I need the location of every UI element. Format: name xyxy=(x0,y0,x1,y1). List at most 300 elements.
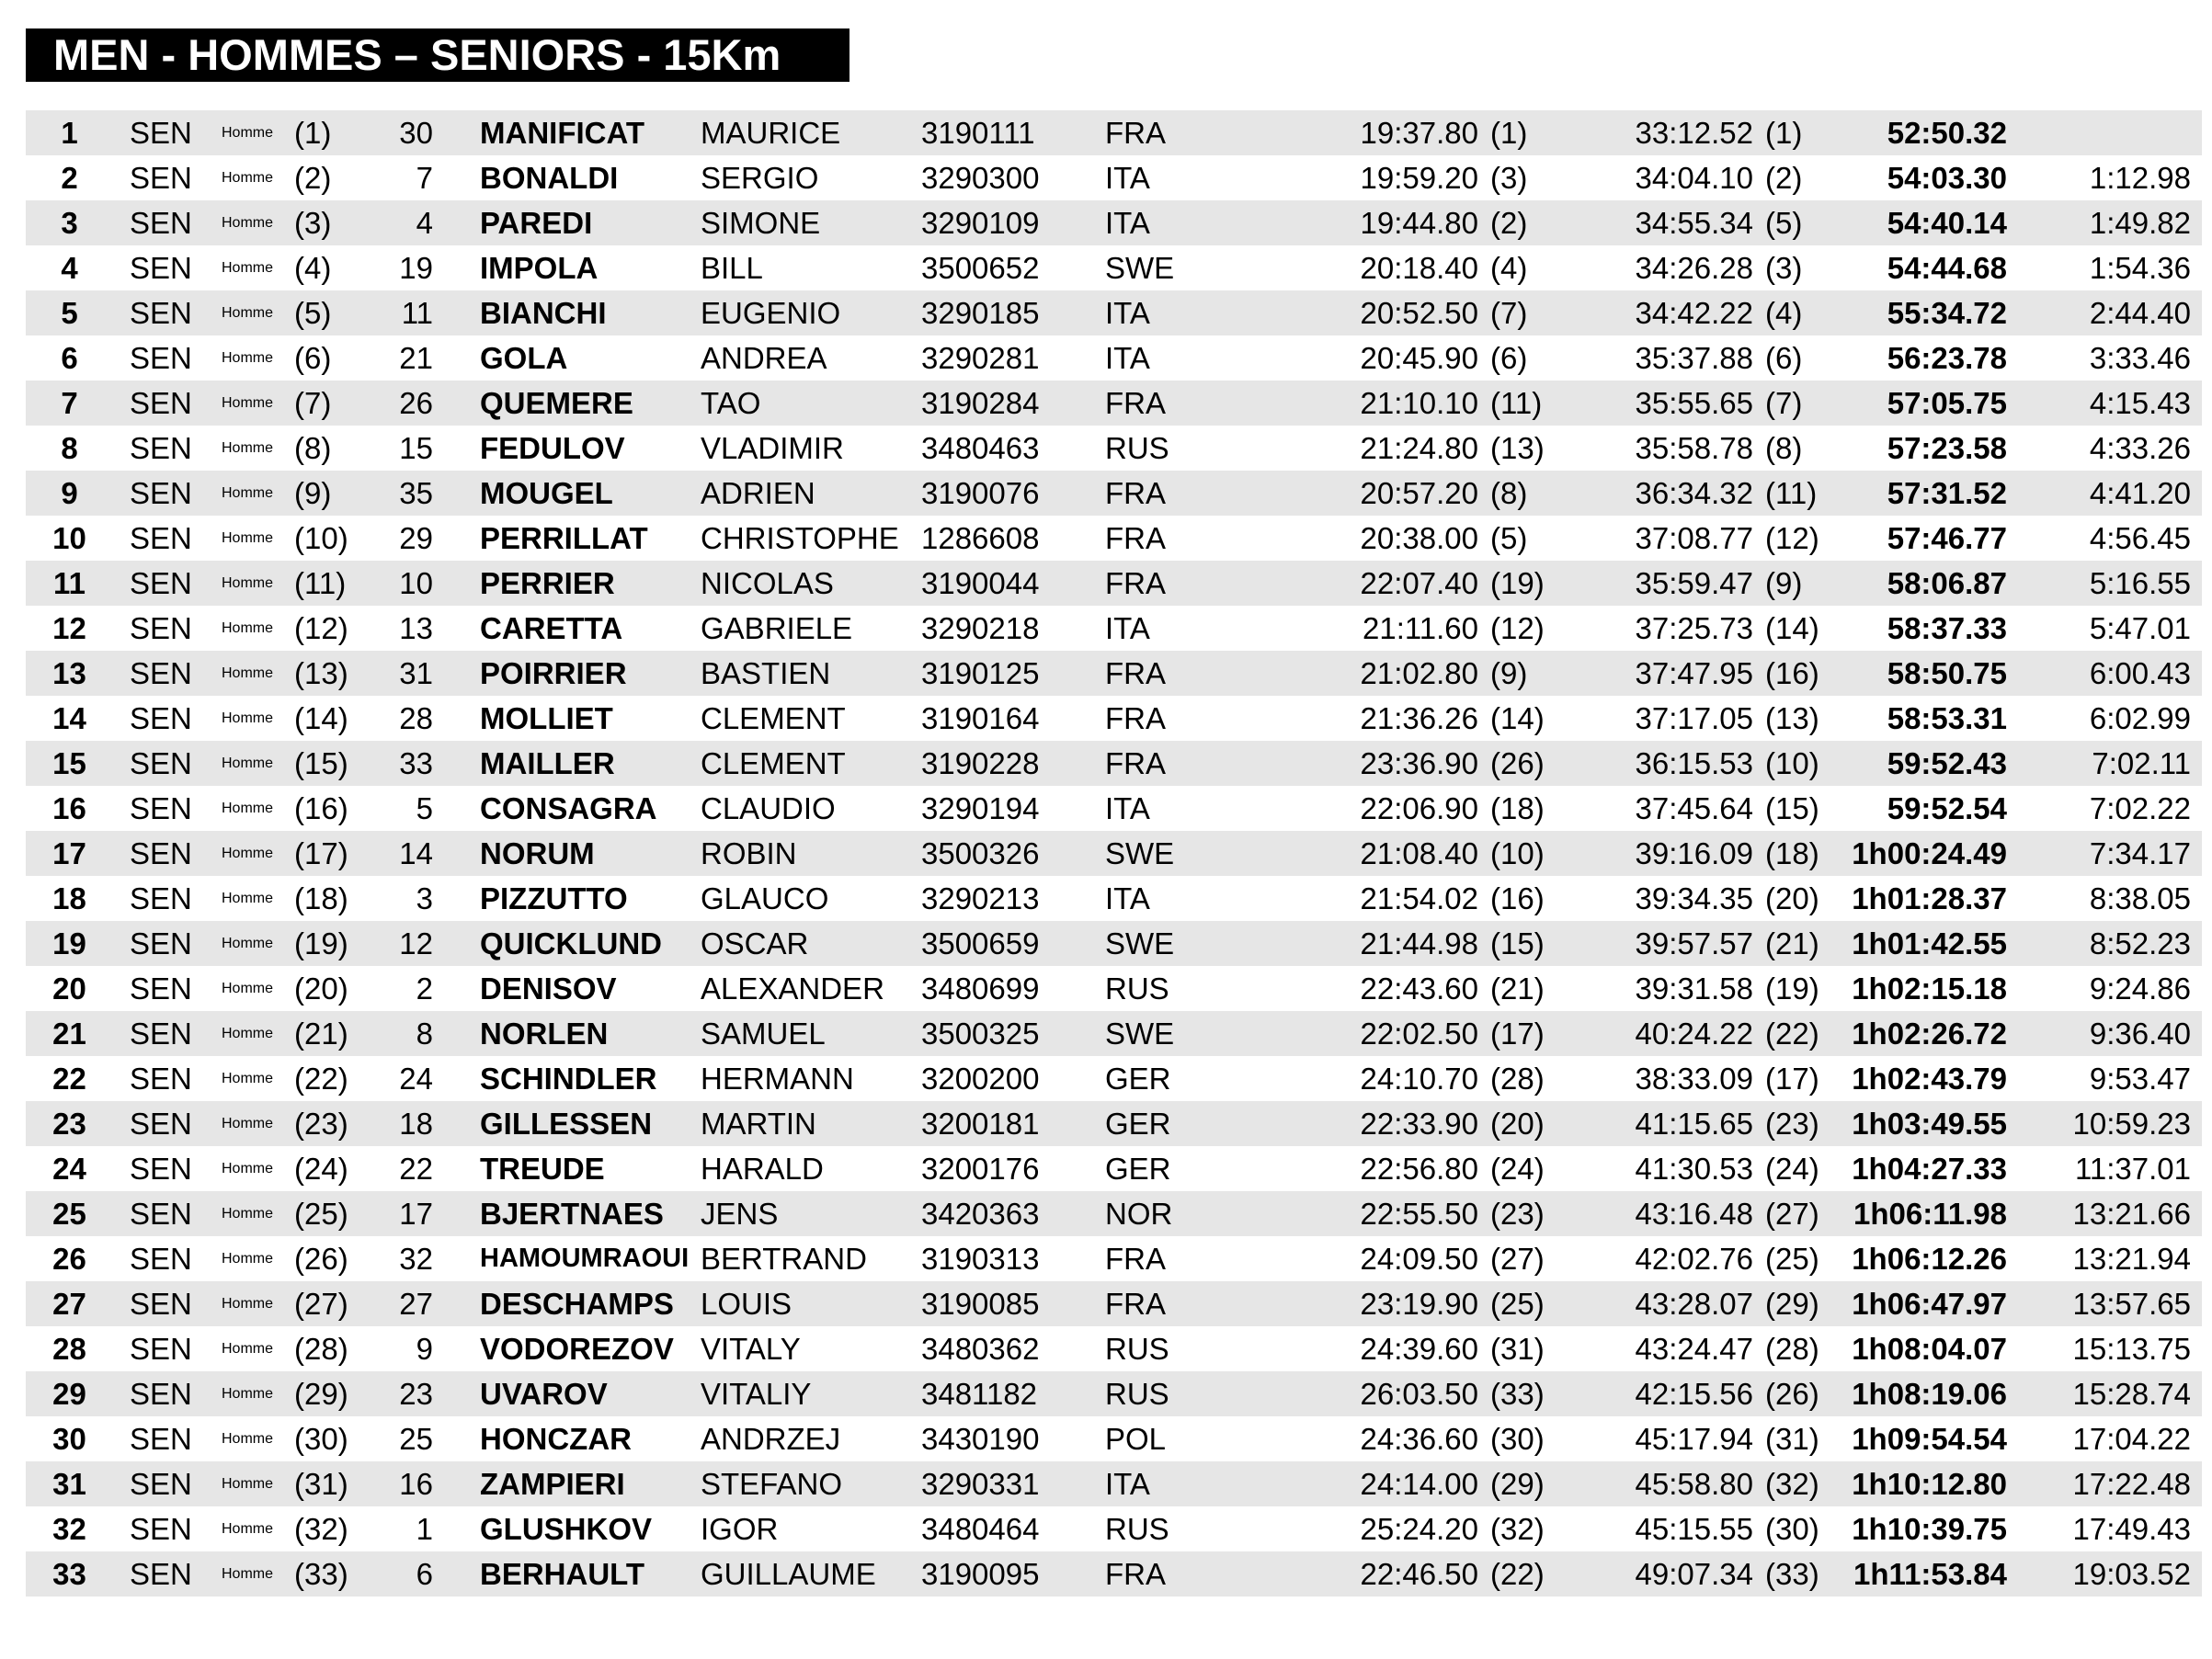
split2-time: 37:47.95 xyxy=(1635,656,1753,690)
split2-time: 36:15.53 xyxy=(1635,746,1753,780)
time-gap: 1:54.36 xyxy=(2089,251,2191,285)
split1-rank: (26) xyxy=(1490,746,1545,780)
sex-label: Homme xyxy=(222,891,274,906)
nation: FRA xyxy=(1105,476,1166,510)
split2-time: 43:16.48 xyxy=(1635,1197,1753,1231)
last-name: PAREDI xyxy=(480,206,593,240)
category: SEN xyxy=(130,836,192,870)
nation: RUS xyxy=(1105,1332,1169,1366)
bib-number: 35 xyxy=(399,476,433,510)
overall-rank: 11 xyxy=(53,566,86,600)
fis-code: 3480699 xyxy=(921,972,1040,1006)
bib-number: 10 xyxy=(399,566,433,600)
overall-rank: 33 xyxy=(52,1557,86,1591)
table-row xyxy=(26,290,2202,335)
first-name: HERMANN xyxy=(701,1062,854,1096)
split2-time: 37:45.64 xyxy=(1635,791,1753,825)
category: SEN xyxy=(130,791,192,825)
first-name: VLADIMIR xyxy=(701,431,844,465)
split1-rank: (6) xyxy=(1490,341,1528,375)
category-rank: (31) xyxy=(294,1467,348,1501)
table-row xyxy=(26,200,2202,245)
page-title: MEN - HOMMES – SENIORS - 15Km xyxy=(26,28,849,82)
fis-code: 3290281 xyxy=(921,341,1040,375)
first-name: MARTIN xyxy=(701,1107,816,1141)
overall-rank: 31 xyxy=(52,1467,86,1501)
overall-rank: 9 xyxy=(61,476,78,510)
category: SEN xyxy=(130,386,192,420)
table-row xyxy=(26,921,2202,966)
split1-time: 22:43.60 xyxy=(1360,972,1478,1006)
final-time: 58:06.87 xyxy=(1887,566,2007,600)
time-gap: 5:16.55 xyxy=(2089,566,2191,600)
category-rank: (3) xyxy=(294,206,332,240)
overall-rank: 12 xyxy=(52,611,86,645)
nation: ITA xyxy=(1105,611,1150,645)
split1-rank: (25) xyxy=(1490,1287,1545,1321)
fis-code: 3190085 xyxy=(921,1287,1040,1321)
split2-time: 34:26.28 xyxy=(1635,251,1753,285)
split2-rank: (3) xyxy=(1765,251,1803,285)
last-name: VODOREZOV xyxy=(480,1332,674,1366)
split1-time: 25:24.20 xyxy=(1360,1512,1478,1546)
sex-label: Homme xyxy=(222,756,274,771)
final-time: 1h08:19.06 xyxy=(1852,1377,2007,1411)
nation: SWE xyxy=(1105,251,1175,285)
final-time: 58:53.31 xyxy=(1887,701,2007,735)
first-name: ANDREA xyxy=(701,341,827,375)
final-time: 1h00:24.49 xyxy=(1852,836,2007,870)
nation: ITA xyxy=(1105,206,1150,240)
category: SEN xyxy=(130,341,192,375)
category-rank: (1) xyxy=(294,116,332,150)
last-name: BIANCHI xyxy=(480,296,607,330)
split1-time: 22:33.90 xyxy=(1360,1107,1478,1141)
time-gap: 13:21.66 xyxy=(2072,1197,2191,1231)
time-gap: 11:37.01 xyxy=(2074,1152,2191,1186)
category: SEN xyxy=(130,1377,192,1411)
time-gap: 13:21.94 xyxy=(2072,1242,2191,1276)
last-name: IMPOLA xyxy=(480,251,599,285)
sex-label: Homme xyxy=(222,620,274,636)
sex-label: Homme xyxy=(222,1116,274,1131)
time-gap: 7:02.22 xyxy=(2089,791,2191,825)
final-time: 57:31.52 xyxy=(1887,476,2007,510)
time-gap: 13:57.65 xyxy=(2072,1287,2191,1321)
fis-code: 3290109 xyxy=(921,206,1040,240)
nation: FRA xyxy=(1105,701,1166,735)
split2-rank: (28) xyxy=(1765,1332,1819,1366)
bib-number: 14 xyxy=(399,836,433,870)
final-time: 59:52.43 xyxy=(1887,746,2007,780)
category: SEN xyxy=(130,1197,192,1231)
split1-time: 19:37.80 xyxy=(1360,116,1478,150)
split1-time: 20:52.50 xyxy=(1360,296,1478,330)
sex-label: Homme xyxy=(222,575,274,591)
first-name: JENS xyxy=(701,1197,779,1231)
first-name: STEFANO xyxy=(701,1467,843,1501)
bib-number: 7 xyxy=(416,161,433,195)
split2-time: 40:24.22 xyxy=(1635,1017,1753,1051)
overall-rank: 17 xyxy=(52,836,86,870)
nation: ITA xyxy=(1105,791,1150,825)
bib-number: 32 xyxy=(399,1242,433,1276)
nation: FRA xyxy=(1105,1557,1166,1591)
split1-rank: (9) xyxy=(1490,656,1528,690)
overall-rank: 21 xyxy=(52,1017,86,1051)
sex-label: Homme xyxy=(222,846,274,861)
first-name: NICOLAS xyxy=(701,566,834,600)
table-row xyxy=(26,1371,2202,1416)
category: SEN xyxy=(130,476,192,510)
time-gap: 1:12.98 xyxy=(2089,161,2191,195)
table-row xyxy=(26,1191,2202,1236)
split1-rank: (33) xyxy=(1490,1377,1545,1411)
split1-time: 20:57.20 xyxy=(1360,476,1478,510)
table-row xyxy=(26,831,2202,876)
split2-rank: (1) xyxy=(1765,116,1803,150)
category: SEN xyxy=(130,656,192,690)
table-row xyxy=(26,245,2202,290)
bib-number: 21 xyxy=(399,341,433,375)
sex-label: Homme xyxy=(222,710,274,726)
time-gap: 4:56.45 xyxy=(2089,521,2191,555)
final-time: 57:05.75 xyxy=(1887,386,2007,420)
split2-rank: (25) xyxy=(1765,1242,1819,1276)
first-name: ROBIN xyxy=(701,836,797,870)
split1-rank: (17) xyxy=(1490,1017,1545,1051)
bib-number: 4 xyxy=(416,206,433,240)
bib-number: 33 xyxy=(399,746,433,780)
time-gap: 10:59.23 xyxy=(2072,1107,2191,1141)
first-name: MAURICE xyxy=(701,116,841,150)
split2-time: 45:58.80 xyxy=(1635,1467,1753,1501)
category: SEN xyxy=(130,1242,192,1276)
split2-rank: (6) xyxy=(1765,341,1803,375)
table-row xyxy=(26,876,2202,921)
time-gap: 7:34.17 xyxy=(2089,836,2191,870)
overall-rank: 3 xyxy=(61,206,78,240)
last-name: POIRRIER xyxy=(480,656,627,690)
final-time: 55:34.72 xyxy=(1887,296,2007,330)
overall-rank: 2 xyxy=(61,161,78,195)
sex-label: Homme xyxy=(222,260,274,276)
sex-label: Homme xyxy=(222,1026,274,1041)
split2-rank: (26) xyxy=(1765,1377,1819,1411)
last-name: NORLEN xyxy=(480,1017,609,1051)
fis-code: 1286608 xyxy=(921,521,1040,555)
table-row xyxy=(26,381,2202,426)
time-gap: 15:28.74 xyxy=(2072,1377,2191,1411)
overall-rank: 4 xyxy=(61,251,78,285)
split2-time: 41:30.53 xyxy=(1635,1152,1753,1186)
split1-rank: (15) xyxy=(1490,926,1545,960)
fis-code: 3190228 xyxy=(921,746,1040,780)
fis-code: 3290300 xyxy=(921,161,1040,195)
split2-time: 43:24.47 xyxy=(1635,1332,1753,1366)
final-time: 54:03.30 xyxy=(1887,161,2007,195)
last-name: GOLA xyxy=(480,341,568,375)
split1-time: 23:19.90 xyxy=(1360,1287,1478,1321)
fis-code: 3480463 xyxy=(921,431,1040,465)
split2-rank: (33) xyxy=(1765,1557,1819,1591)
split2-rank: (24) xyxy=(1765,1152,1819,1186)
first-name: CLAUDIO xyxy=(701,791,836,825)
nation: GER xyxy=(1105,1152,1171,1186)
last-name: QUICKLUND xyxy=(480,926,662,960)
split1-rank: (12) xyxy=(1490,611,1545,645)
fis-code: 3190044 xyxy=(921,566,1040,600)
split2-time: 34:42.22 xyxy=(1635,296,1753,330)
split2-rank: (16) xyxy=(1765,656,1819,690)
nation: FRA xyxy=(1105,656,1166,690)
category-rank: (30) xyxy=(294,1422,348,1456)
last-name: NORUM xyxy=(480,836,595,870)
bib-number: 28 xyxy=(399,701,433,735)
last-name: BONALDI xyxy=(480,161,619,195)
split1-time: 24:10.70 xyxy=(1360,1062,1478,1096)
category: SEN xyxy=(130,431,192,465)
category: SEN xyxy=(130,1107,192,1141)
time-gap: 19:03.52 xyxy=(2072,1557,2191,1591)
split2-rank: (29) xyxy=(1765,1287,1819,1321)
table-row xyxy=(26,1416,2202,1461)
category: SEN xyxy=(130,566,192,600)
nation: RUS xyxy=(1105,431,1169,465)
category-rank: (8) xyxy=(294,431,332,465)
last-name: QUEMERE xyxy=(480,386,633,420)
final-time: 54:40.14 xyxy=(1887,206,2007,240)
split2-time: 34:04.10 xyxy=(1635,161,1753,195)
category-rank: (19) xyxy=(294,926,348,960)
split2-time: 43:28.07 xyxy=(1635,1287,1753,1321)
split2-rank: (15) xyxy=(1765,791,1819,825)
last-name: MOUGEL xyxy=(480,476,613,510)
fis-code: 3190284 xyxy=(921,386,1040,420)
table-row xyxy=(26,516,2202,561)
split1-time: 23:36.90 xyxy=(1360,746,1478,780)
first-name: GLAUCO xyxy=(701,881,829,915)
bib-number: 17 xyxy=(399,1197,433,1231)
table-row xyxy=(26,426,2202,471)
category-rank: (16) xyxy=(294,791,348,825)
split1-rank: (5) xyxy=(1490,521,1528,555)
category: SEN xyxy=(130,1467,192,1501)
final-time: 58:37.33 xyxy=(1887,611,2007,645)
last-name: MANIFICAT xyxy=(480,116,645,150)
first-name: VITALY xyxy=(701,1332,801,1366)
split2-time: 41:15.65 xyxy=(1635,1107,1753,1141)
first-name: CLEMENT xyxy=(701,746,846,780)
category: SEN xyxy=(130,881,192,915)
category: SEN xyxy=(130,926,192,960)
nation: FRA xyxy=(1105,566,1166,600)
split1-time: 19:44.80 xyxy=(1360,206,1478,240)
time-gap: 15:13.75 xyxy=(2072,1332,2191,1366)
sex-label: Homme xyxy=(222,1071,274,1086)
time-gap: 3:33.46 xyxy=(2089,341,2191,375)
category: SEN xyxy=(130,746,192,780)
split1-rank: (7) xyxy=(1490,296,1528,330)
nation: GER xyxy=(1105,1062,1171,1096)
split2-rank: (23) xyxy=(1765,1107,1819,1141)
final-time: 1h01:42.55 xyxy=(1852,926,2007,960)
split1-rank: (4) xyxy=(1490,251,1528,285)
split2-time: 35:58.78 xyxy=(1635,431,1753,465)
nation: FRA xyxy=(1105,386,1166,420)
final-time: 1h09:54.54 xyxy=(1852,1422,2007,1456)
bib-number: 11 xyxy=(401,296,433,330)
category-rank: (10) xyxy=(294,521,348,555)
category: SEN xyxy=(130,1332,192,1366)
time-gap: 17:22.48 xyxy=(2072,1467,2191,1501)
bib-number: 3 xyxy=(416,881,433,915)
category-rank: (33) xyxy=(294,1557,348,1591)
nation: NOR xyxy=(1105,1197,1173,1231)
final-time: 59:52.54 xyxy=(1887,791,2007,825)
split1-rank: (32) xyxy=(1490,1512,1545,1546)
time-gap: 17:49.43 xyxy=(2072,1512,2191,1546)
first-name: GABRIELE xyxy=(701,611,853,645)
fis-code: 3190111 xyxy=(921,116,1035,150)
final-time: 1h08:04.07 xyxy=(1852,1332,2007,1366)
split2-time: 35:59.47 xyxy=(1635,566,1753,600)
time-gap: 17:04.22 xyxy=(2072,1422,2191,1456)
overall-rank: 20 xyxy=(52,972,86,1006)
time-gap: 5:47.01 xyxy=(2089,611,2191,645)
table-row xyxy=(26,966,2202,1011)
split2-time: 39:34.35 xyxy=(1635,881,1753,915)
category: SEN xyxy=(130,521,192,555)
category-rank: (15) xyxy=(294,746,348,780)
final-time: 1h11:53.84 xyxy=(1853,1557,2007,1591)
split2-rank: (21) xyxy=(1765,926,1819,960)
overall-rank: 25 xyxy=(52,1197,86,1231)
split1-time: 22:07.40 xyxy=(1360,566,1478,600)
sex-label: Homme xyxy=(222,1161,274,1176)
table-row xyxy=(26,1056,2202,1101)
sex-label: Homme xyxy=(222,1386,274,1402)
split2-rank: (13) xyxy=(1765,701,1819,735)
split2-rank: (7) xyxy=(1765,386,1803,420)
overall-rank: 1 xyxy=(61,116,78,150)
category-rank: (23) xyxy=(294,1107,348,1141)
bib-number: 27 xyxy=(399,1287,433,1321)
first-name: BASTIEN xyxy=(701,656,831,690)
split2-time: 35:37.88 xyxy=(1635,341,1753,375)
split1-rank: (13) xyxy=(1490,431,1545,465)
category: SEN xyxy=(130,701,192,735)
split2-time: 37:25.73 xyxy=(1635,611,1753,645)
sex-label: Homme xyxy=(222,1566,274,1582)
category: SEN xyxy=(130,206,192,240)
category: SEN xyxy=(130,1422,192,1456)
split1-rank: (29) xyxy=(1490,1467,1545,1501)
bib-number: 25 xyxy=(399,1422,433,1456)
fis-code: 3290185 xyxy=(921,296,1040,330)
table-row xyxy=(26,651,2202,696)
nation: SWE xyxy=(1105,1017,1175,1051)
overall-rank: 32 xyxy=(52,1512,86,1546)
last-name: CONSAGRA xyxy=(480,791,657,825)
nation: ITA xyxy=(1105,341,1150,375)
split2-time: 39:16.09 xyxy=(1635,836,1753,870)
category-rank: (22) xyxy=(294,1062,348,1096)
sex-label: Homme xyxy=(222,1251,274,1267)
overall-rank: 7 xyxy=(61,386,78,420)
overall-rank: 24 xyxy=(52,1152,86,1186)
time-gap: 8:38.05 xyxy=(2089,881,2191,915)
sex-label: Homme xyxy=(222,440,274,456)
split2-time: 35:55.65 xyxy=(1635,386,1753,420)
fis-code: 3290213 xyxy=(921,881,1040,915)
split1-time: 24:39.60 xyxy=(1360,1332,1478,1366)
overall-rank: 13 xyxy=(52,656,86,690)
split1-time: 26:03.50 xyxy=(1360,1377,1478,1411)
fis-code: 3481182 xyxy=(921,1377,1038,1411)
table-row xyxy=(26,155,2202,200)
overall-rank: 18 xyxy=(52,881,86,915)
split2-time: 37:17.05 xyxy=(1635,701,1753,735)
first-name: EUGENIO xyxy=(701,296,841,330)
split2-time: 37:08.77 xyxy=(1635,521,1753,555)
final-time: 1h10:39.75 xyxy=(1852,1512,2007,1546)
final-time: 54:44.68 xyxy=(1887,251,2007,285)
overall-rank: 23 xyxy=(52,1107,86,1141)
category-rank: (6) xyxy=(294,341,332,375)
split2-rank: (31) xyxy=(1765,1422,1819,1456)
last-name: PIZZUTTO xyxy=(480,881,628,915)
sex-label: Homme xyxy=(222,350,274,366)
nation: ITA xyxy=(1105,881,1150,915)
first-name: BERTRAND xyxy=(701,1242,867,1276)
split1-time: 24:14.00 xyxy=(1360,1467,1478,1501)
fis-code: 3190164 xyxy=(921,701,1040,735)
time-gap: 8:52.23 xyxy=(2089,926,2191,960)
fis-code: 3200200 xyxy=(921,1062,1040,1096)
category-rank: (12) xyxy=(294,611,348,645)
split1-rank: (2) xyxy=(1490,206,1528,240)
split1-time: 21:02.80 xyxy=(1360,656,1478,690)
bib-number: 26 xyxy=(399,386,433,420)
table-row xyxy=(26,1281,2202,1326)
nation: GER xyxy=(1105,1107,1171,1141)
first-name: VITALIY xyxy=(701,1377,812,1411)
fis-code: 3290194 xyxy=(921,791,1040,825)
split2-time: 33:12.52 xyxy=(1635,116,1753,150)
sex-label: Homme xyxy=(222,665,274,681)
split1-rank: (19) xyxy=(1490,566,1545,600)
split1-time: 20:45.90 xyxy=(1360,341,1478,375)
fis-code: 3290218 xyxy=(921,611,1040,645)
nation: FRA xyxy=(1105,521,1166,555)
results-table xyxy=(26,110,2202,1597)
split2-rank: (4) xyxy=(1765,296,1803,330)
table-row xyxy=(26,110,2202,155)
overall-rank: 29 xyxy=(52,1377,86,1411)
bib-number: 15 xyxy=(399,431,433,465)
fis-code: 3190313 xyxy=(921,1242,1040,1276)
fis-code: 3190076 xyxy=(921,476,1040,510)
split1-time: 21:44.98 xyxy=(1360,926,1478,960)
overall-rank: 8 xyxy=(61,431,78,465)
table-row xyxy=(26,1236,2202,1281)
split2-time: 34:55.34 xyxy=(1635,206,1753,240)
final-time: 56:23.78 xyxy=(1887,341,2007,375)
time-gap: 6:02.99 xyxy=(2089,701,2191,735)
category-rank: (20) xyxy=(294,972,348,1006)
split2-rank: (22) xyxy=(1765,1017,1819,1051)
